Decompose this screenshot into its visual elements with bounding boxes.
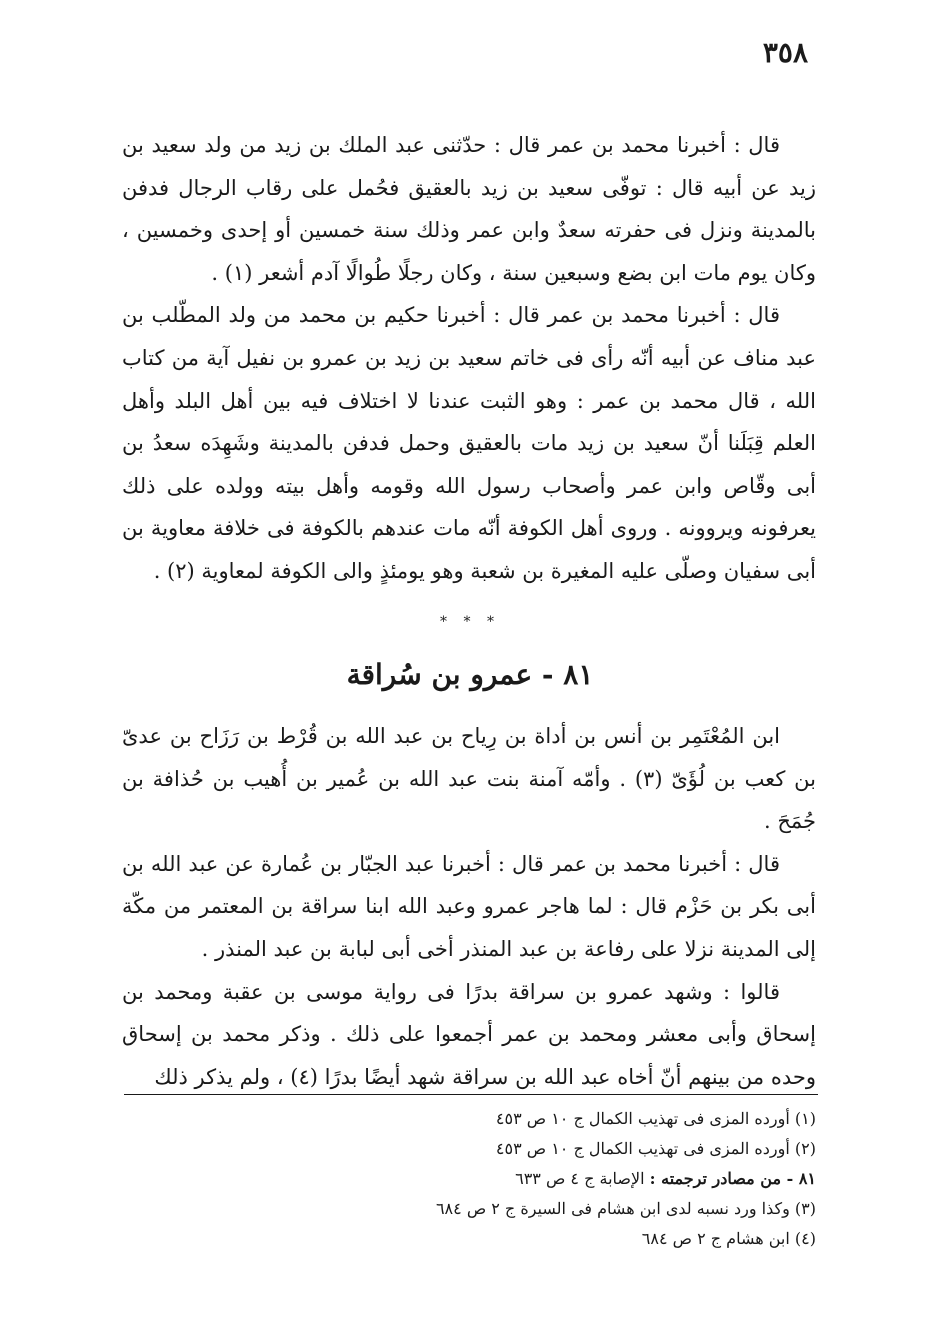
footnotes	[122, 1104, 816, 1254]
footnote	[122, 1224, 816, 1254]
footnote-text: (٤) ابن هشام ج ٢ ص ٦٨٤	[641, 1229, 816, 1248]
footnote-source-label: ٨١ - من مصادر ترجمته :	[649, 1169, 816, 1188]
footnote-text: (٣) وكذا ورد نسبه لدى ابن هشام فى السيرة ج ٢ ص ٦٨٤	[435, 1199, 816, 1218]
paragraph: قال : أخبرنا محمد بن عمر قال : أخبرنا عبد الجبّار بن عُمارة عن عبد الله بن أبى بكر بن حَزْم قال : لما هاجر عمرو وعبد الله ابنا سراقة بن المعتمر من مكّة إلى المدينة نزلا على رفاعة بن عبد المنذر أخى أبى لبابة بن عبد المنذر .	[122, 851, 816, 961]
section-two-text	[122, 715, 816, 1098]
paragraph: قال : أخبرنا محمد بن عمر قال : حدّثنى عبد الملك بن زيد من ولد سعيد بن زيد عن أبيه قال : توفّى سعيد بن زيد بالعقيق فحُمل على رقاب الرجال فدفن بالمدينة ونزل فى حفرته سعدٌ وابن عمر وذلك سنة خمسين أو إحدى وخمسين ، وكان يوم مات ابن بضع وسبعين سنة ، وكان رجلًا طُوالًا آدم أشعر (١) .	[122, 133, 816, 285]
footnote-text: (١) أورده المزى فى تهذيب الكمال ج ١٠ ص ٤٥٣	[495, 1109, 816, 1128]
paragraph: قال : أخبرنا محمد بن عمر قال : أخبرنا حكيم بن محمد من ولد المطّلب بن عبد مناف عن أبيه أنّه رأى فى خاتم سعيد بن زيد بن عمرو بن نفيل آية من كتاب الله ، قال محمد بن عمر : وهو الثبت عندنا لا اختلاف فيه بين أهل البلد وأهل العلم قِبَلَنا أنّ سعيد بن زيد مات بالعقيق وحمل فدفن بالمدينة وشَهِدَه سعدُ بن أبى وقّاص وابن عمر وأصحاب رسول الله وقومه وأهل بيته وولده على ذلك يعرفونه ويروونه . وروى أهل الكوفة أنّه مات عندهم بالكوفة فى خلافة معاوية بن أبى سفيان وصلّى عليه المغيرة بن شعبة وهو يومئذٍ والى الكوفة لمعاوية (٢) .	[122, 303, 816, 583]
section-separator: * * *	[440, 614, 500, 630]
footnote-text: (٢) أورده المزى فى تهذيب الكمال ج ١٠ ص ٤٥٣	[495, 1139, 816, 1158]
footnote-divider	[124, 1094, 818, 1095]
footnote	[122, 1164, 816, 1194]
footnote-text: الإصابة ج ٤ ص ٦٣٣	[515, 1169, 650, 1188]
page-number: ٣٥٨	[762, 36, 808, 69]
section-one-text	[122, 124, 816, 593]
paragraph: ابن المُعْتَمِر بن أنس بن أداة بن رِياح بن عبد الله بن قُرْط بن رَزَاح بن عدىّ بن كعب بن لُؤَىّ (٣) . وأمّه آمنة بنت عبد الله بن عُمير بن أُهيب بن حُذافة بن جُمَحَ .	[122, 724, 816, 834]
paragraph: قالوا : وشهد عمرو بن سراقة بدرًا فى رواية موسى بن عقبة ومحمد بن إسحاق وأبى معشر ومحمد بن عمر أجمعوا على ذلك . وذكر محمد بن إسحاق وحده من بينهم أنّ أخاه عبد الله بن سراقة شهد أيضًا بدرًا (٤) ، ولم يذكر ذلك	[122, 979, 816, 1089]
biography-heading: ٨١ - عمرو بن سُراقة	[346, 658, 594, 691]
footnote	[122, 1134, 816, 1164]
footnote	[122, 1104, 816, 1134]
footnote	[122, 1194, 816, 1224]
